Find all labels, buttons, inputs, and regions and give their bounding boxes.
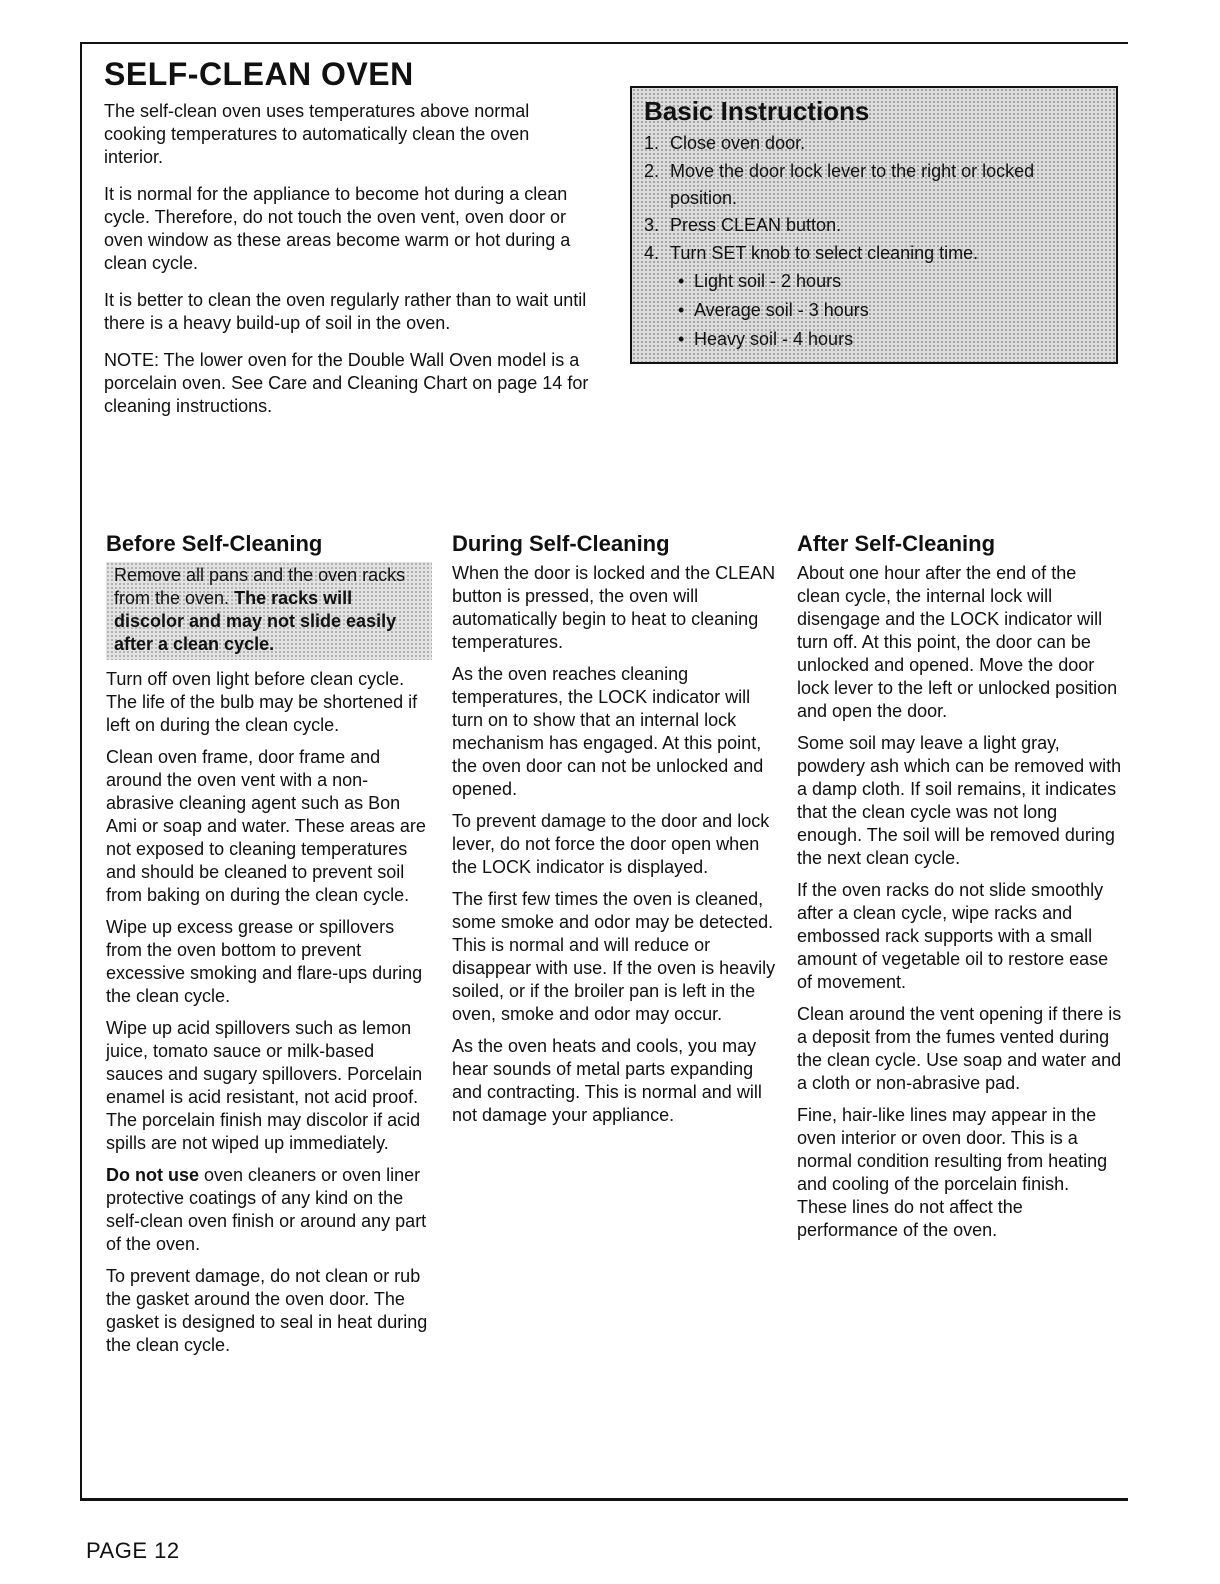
cleaning-time-item	[678, 267, 1104, 296]
bullet-icon: •	[678, 329, 685, 349]
before-heading: Before Self-Cleaning	[106, 531, 323, 556]
after-paragraph: About one hour after the end of the clean cycle, the internal lock will disengage and the LOCK indicator will turn off. At this point, the door can be unlocked and opened. Move the door lock lever to the left or unlocked position and open the door.	[797, 563, 1118, 721]
page-title: SELF-CLEAN OVEN	[104, 56, 414, 92]
after-paragraph: Some soil may leave a light gray, powdery ash which can be removed with a damp cloth. If soil remains, it indicates that the clean cycle was not long enough. The soil will be removed during the next clean cycle.	[797, 733, 1122, 868]
during-paragraph: When the door is locked and the CLEAN button is pressed, the oven will automatically begin to heat to cleaning temperatures.	[452, 563, 776, 652]
intro-paragraph: NOTE: The lower oven for the Double Wall Oven model is a porcelain oven. See Care and Cleaning Chart on page 14 for cleaning instructions.	[104, 350, 589, 416]
warning-text: Remove all pans and the oven racks from the oven.	[114, 565, 406, 608]
step-text: Close oven door.	[670, 133, 806, 153]
top-border	[80, 42, 1128, 44]
step-number: 1.	[644, 133, 660, 153]
cleaning-time-item	[678, 325, 1104, 354]
step-item	[644, 129, 1104, 157]
bottom-border	[80, 1498, 1128, 1501]
step-item	[644, 185, 1104, 211]
after-self-cleaning-section	[797, 530, 1123, 1251]
after-paragraph: If the oven racks do not slide smoothly after a clean cycle, wipe racks and embossed rack supports with a small amount of vegetable oil to restore ease of movement.	[797, 880, 1109, 992]
cleaning-time-item	[678, 296, 1104, 325]
warning-bold-text: The racks will discolor and may not slide easily after a clean cycle.	[114, 588, 397, 654]
after-heading: After Self-Cleaning	[797, 531, 996, 556]
steps-list	[644, 129, 1104, 267]
cleaning-time-text: Light soil - 2 hours	[694, 271, 842, 291]
during-heading: During Self-Cleaning	[452, 531, 670, 556]
step-item	[644, 157, 1104, 185]
after-paragraph: Clean around the vent opening if there is a deposit from the fumes vented during the clean cycle. Use soap and water and a cloth or non-abrasive pad.	[797, 1004, 1122, 1093]
before-self-cleaning-section	[106, 530, 432, 1366]
cleaning-time-text: Heavy soil - 4 hours	[694, 329, 854, 349]
intro-section	[104, 100, 590, 432]
bullet-icon: •	[678, 300, 685, 320]
during-paragraph: As the oven reaches cleaning temperatures, the LOCK indicator will turn on to show that an internal lock mechanism has engaged. At this point, the oven door can not be unlocked and opened.	[452, 664, 764, 799]
intro-paragraph: The self-clean oven uses temperatures above normal cooking temperatures to automatically clean the oven interior.	[104, 101, 530, 167]
cleaning-times-list	[644, 267, 1104, 354]
basic-instructions-heading: Basic Instructions	[644, 96, 870, 126]
basic-instructions-box	[630, 86, 1118, 364]
before-paragraph: Clean oven frame, door frame and around the oven vent with a non-abrasive cleaning agent such as Bon Ami or soap and water. These areas are not exposed to cleaning temperatures and should be cleaned to prevent soil from baking on during the clean cycle.	[106, 747, 426, 905]
do-not-use-text: oven cleaners or oven liner protective coatings of any kind on the self-clean oven finish or around any part of the oven.	[106, 1165, 427, 1254]
intro-paragraph: It is normal for the appliance to become hot during a clean cycle. Therefore, do not touch the oven vent, oven door or oven window as these areas become warm or hot during a clean cycle.	[104, 184, 571, 273]
during-paragraph: To prevent damage to the door and lock lever, do not force the door open when the LOCK indicator is displayed.	[452, 811, 770, 877]
before-paragraph: Wipe up acid spillovers such as lemon juice, tomato sauce or milk-based sauces and sugary spillovers. Porcelain enamel is acid resistant, not acid proof. The porcelain finish may discolor if acid spills are not wiped up immediately.	[106, 1018, 423, 1153]
step-text: position.	[670, 188, 738, 208]
after-paragraph: Fine, hair-like lines may appear in the oven interior or oven door. This is a normal condition resulting from heating and cooling of the porcelain finish. These lines do not affect the performance of the oven.	[797, 1105, 1108, 1240]
intro-paragraph: It is better to clean the oven regularly rather than to wait until there is a heavy build-up of soil in the oven.	[104, 290, 587, 333]
step-number: 3.	[644, 215, 660, 235]
left-border	[80, 42, 82, 1500]
during-paragraph: As the oven heats and cools, you may hear sounds of metal parts expanding and contracting. This is normal and will not damage your appliance.	[452, 1036, 762, 1125]
during-paragraph: The first few times the oven is cleaned, some smoke and odor may be detected. This is normal and will reduce or disappear with use. If the oven is heavily soiled, or if the broiler pan is left in the oven, smoke and odor may occur.	[452, 889, 776, 1024]
do-not-use-bold: Do not use	[106, 1165, 199, 1185]
step-item	[644, 211, 1104, 239]
do-not-use-paragraph	[106, 1164, 432, 1256]
step-number: 4.	[644, 243, 660, 263]
before-paragraph: Turn off oven light before clean cycle. The life of the bulb may be shortened if left on during the clean cycle.	[106, 669, 418, 735]
before-paragraph: Wipe up excess grease or spillovers from the oven bottom to prevent excessive smoking and flare-ups during the clean cycle.	[106, 917, 423, 1006]
racks-warning-box	[106, 562, 432, 660]
step-text: Turn SET knob to select cleaning time.	[670, 243, 979, 263]
step-text: Press CLEAN button.	[670, 215, 842, 235]
step-number	[644, 185, 670, 211]
during-self-cleaning-section	[452, 530, 778, 1136]
gasket-paragraph: To prevent damage, do not clean or rub the gasket around the oven door. The gasket is designed to seal in heat during the clean cycle.	[106, 1266, 428, 1355]
step-item	[644, 239, 1104, 267]
step-number: 2.	[644, 161, 660, 181]
bullet-icon: •	[678, 271, 685, 291]
cleaning-time-text: Average soil - 3 hours	[694, 300, 869, 320]
step-text: Move the door lock lever to the right or locked	[670, 161, 1035, 181]
page-number: PAGE 12	[86, 1538, 180, 1563]
